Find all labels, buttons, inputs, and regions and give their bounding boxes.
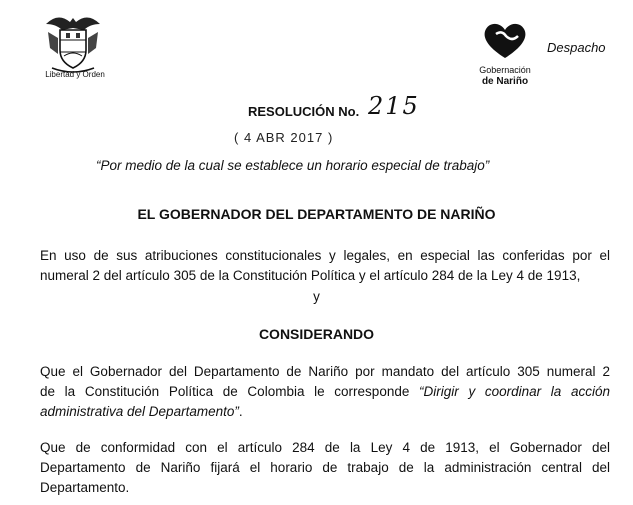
paragraph-text: de la Constitución Política de Colombia le corresponde (40, 384, 420, 399)
paragraph-line: Que el Gobernador del Departamento de Nariño por mandato del artículo 305 numeral 2 (40, 364, 610, 379)
gobernacion-label: Gobernación (479, 65, 531, 75)
quoted-mandate: “Dirigir y coordinar la acción (419, 384, 611, 399)
quoted-mandate: administrativa del Departamento” (40, 404, 239, 419)
paragraph-line: Que de conformidad con el artículo 284 de la Ley 4 de 1913, el Gobernador del (40, 440, 610, 455)
resolution-number: 215 (368, 92, 420, 120)
considerando-heading: CONSIDERANDO (258, 326, 375, 342)
resolution-subtitle: “Por medio de la cual se establece un horario especial de trabajo” (96, 158, 490, 173)
intro-line: numeral 2 del artículo 305 de la Constitución Política y el artículo 284 de la Ley 4 de 1913, (40, 268, 581, 283)
intro-line: En uso de sus atribuciones constitucionales y legales, en especial las conferidas por el (40, 248, 610, 263)
governor-title: EL GOBERNADOR DEL DEPARTAMENTO DE NARIÑO (137, 206, 496, 222)
resolution-date-stamp: ( 4 ABR 2017 ) (234, 130, 334, 145)
despacho-label: Despacho (547, 40, 606, 55)
considerando-paragraph-2 (40, 438, 610, 498)
intro-conjunction: y (313, 289, 320, 304)
narino-label: de Nariño (481, 76, 529, 87)
paragraph-line: Departamento. (40, 480, 130, 495)
resolution-label: RESOLUCIÓN No. (248, 104, 360, 119)
considerando-paragraph-1 (40, 362, 610, 422)
paragraph-text: . (238, 404, 243, 419)
authority-intro (40, 246, 610, 286)
paragraph-line: Departamento de Nariño fijará el horario de trabajo de la administración central del (40, 460, 610, 475)
paragraph-line (40, 402, 610, 422)
paragraph-line (40, 382, 610, 402)
motto-text: Libertad y Orden (45, 70, 105, 79)
gobernacion-heart-logo-icon (482, 20, 528, 60)
